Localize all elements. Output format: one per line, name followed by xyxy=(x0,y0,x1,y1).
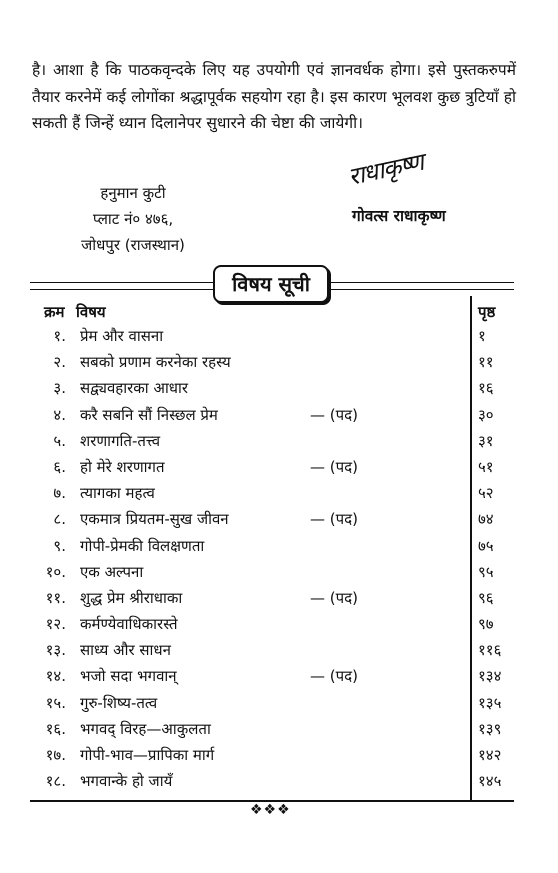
toc-row-number: ६. xyxy=(53,457,66,476)
toc-row-page: ७४ xyxy=(478,510,494,529)
toc-row-title: भजो सदा भगवान् xyxy=(80,667,177,686)
toc-row-number: १०. xyxy=(45,562,66,581)
toc-row-number: १५. xyxy=(45,693,66,712)
toc-row-number: ४. xyxy=(53,405,66,424)
toc-row-type: — (पद) xyxy=(310,405,358,424)
toc-row-number: ११. xyxy=(45,588,66,607)
toc-row-page: ९७ xyxy=(478,615,494,634)
toc-row-title: शुद्ध प्रेम श्रीराधाका xyxy=(80,588,183,607)
toc-row-page: ९५ xyxy=(478,562,494,581)
toc-row-title: गोपी-भाव—प्रापिका मार्ग xyxy=(80,746,215,764)
toc-row-title: भगवान्के हो जायँ xyxy=(80,772,173,791)
toc-row-title: गोपी-प्रेमकी विलक्षणता xyxy=(80,536,205,555)
toc-row[interactable] xyxy=(0,405,558,431)
toc-title: विषय सूची xyxy=(213,265,329,303)
toc-row-number: १३. xyxy=(45,641,66,660)
toc-row-title: सद्व्यवहारका आधार xyxy=(80,379,189,398)
toc-row[interactable] xyxy=(0,326,558,352)
ornament-icon: ❖❖❖ xyxy=(250,802,291,818)
toc-row[interactable] xyxy=(0,378,558,404)
toc-row[interactable] xyxy=(0,457,558,483)
toc-row[interactable] xyxy=(0,719,558,745)
address-line-2: प्लाट नं० ४७६, xyxy=(92,210,174,228)
toc-row-title: करै सबनि सौं निस्छल प्रेम xyxy=(80,405,218,424)
toc-row-title: गुरु-शिष्य-तत्व xyxy=(80,693,158,712)
toc-row-page: ३० xyxy=(478,405,494,424)
toc-row-number: ९. xyxy=(53,536,66,555)
toc-header-subject: विषय xyxy=(76,303,106,321)
toc-row-page: १३९ xyxy=(478,719,502,738)
toc-row[interactable] xyxy=(0,745,558,771)
toc-row-number: ३. xyxy=(53,379,66,398)
toc-row[interactable] xyxy=(0,614,558,640)
toc-row-page: ११६ xyxy=(478,641,502,660)
toc-row-title: त्यागका महत्व xyxy=(80,484,155,503)
toc-row-page: १६ xyxy=(478,379,494,398)
address-block xyxy=(48,180,218,258)
signature-block xyxy=(340,147,510,230)
toc-row[interactable] xyxy=(0,693,558,719)
toc-row-number: १४. xyxy=(45,667,66,686)
toc-list xyxy=(0,326,558,797)
toc-row-type: — (पद) xyxy=(310,457,358,476)
toc-row-type: — (पद) xyxy=(310,588,358,607)
toc-row-page: ५१ xyxy=(478,457,494,476)
toc-row-number: ८. xyxy=(53,510,66,529)
toc-row[interactable] xyxy=(0,352,558,378)
toc-row[interactable] xyxy=(0,536,558,562)
toc-row-title: एक अल्पना xyxy=(80,562,144,581)
toc-row-title: सबको प्रणाम करनेका रहस्य xyxy=(80,353,231,372)
toc-row-title: एकमात्र प्रियतम-सुख जीवन xyxy=(80,510,229,529)
toc-row-page: ११ xyxy=(478,353,494,372)
toc-row[interactable] xyxy=(0,509,558,535)
toc-row-page: ५२ xyxy=(478,484,494,503)
toc-row-title: हो मेरे शरणागत xyxy=(80,457,165,476)
toc-header-page: पृष्ठ xyxy=(478,303,496,321)
toc-row-page: ७५ xyxy=(478,536,494,555)
address-line-1: हनुमान कुटी xyxy=(100,184,166,202)
toc-row[interactable] xyxy=(0,640,558,666)
toc-row-page: ३१ xyxy=(478,431,494,450)
toc-row-type: — (पद) xyxy=(310,667,358,686)
toc-row-number: १२. xyxy=(45,615,66,634)
toc-row-title: साध्य और साधन xyxy=(80,641,171,660)
toc-row-title: भगवद् विरह—आकुलता xyxy=(80,719,211,738)
toc-row-title: कर्मण्येवाधिकारस्ते xyxy=(80,615,178,634)
toc-row-page: १४२ xyxy=(478,746,502,764)
toc-row[interactable] xyxy=(0,562,558,588)
toc-row[interactable] xyxy=(0,771,558,797)
toc-row-title: शरणागति-तत्त्व xyxy=(80,431,161,450)
toc-row-page: १३४ xyxy=(478,667,502,686)
address-line-3: जोधपुर (राजस्थान) xyxy=(81,236,185,254)
toc-row-number: २. xyxy=(53,353,66,372)
toc-row-page: १४५ xyxy=(478,772,502,791)
toc-row-number: ७. xyxy=(53,484,66,503)
intro-paragraph: है। आशा है कि पाठकवृन्दके लिए यह उपयोगी एवं ज्ञानवर्धक होगा। इसे पुस्तकरुपमें तैयार करनेमें कई लोगोंका श्रद्धापूर्वक सहयोग रहा है। इस कारण भूलवश कुछ त्रुटियाँ हो सकती हैं जिन्हें ध्यान दिलानेपर सुधारने की चेष्टा की जायेगी। xyxy=(32,61,516,132)
toc-row-type: — (पद) xyxy=(310,510,358,529)
handwritten-signature: राधाकृष्ण xyxy=(345,147,426,192)
toc-row-page: ९६ xyxy=(478,588,494,607)
toc-row[interactable] xyxy=(0,431,558,457)
toc-row-number: १६. xyxy=(45,719,66,738)
toc-row-number: १. xyxy=(53,327,66,345)
signatory-name: गोवत्स राधाकृष्ण xyxy=(352,207,446,225)
toc-row-number: १७. xyxy=(45,746,66,764)
toc-row[interactable] xyxy=(0,666,558,692)
toc-row[interactable] xyxy=(0,483,558,509)
toc-row[interactable] xyxy=(0,588,558,614)
toc-header-number: क्रम xyxy=(44,303,65,321)
toc-row-number: १८. xyxy=(45,772,66,791)
toc-row-page: १३५ xyxy=(478,693,502,712)
toc-row-title: प्रेम और वासना xyxy=(80,327,164,345)
toc-row-page: १ xyxy=(478,327,486,345)
toc-row-number: ५. xyxy=(53,431,66,450)
